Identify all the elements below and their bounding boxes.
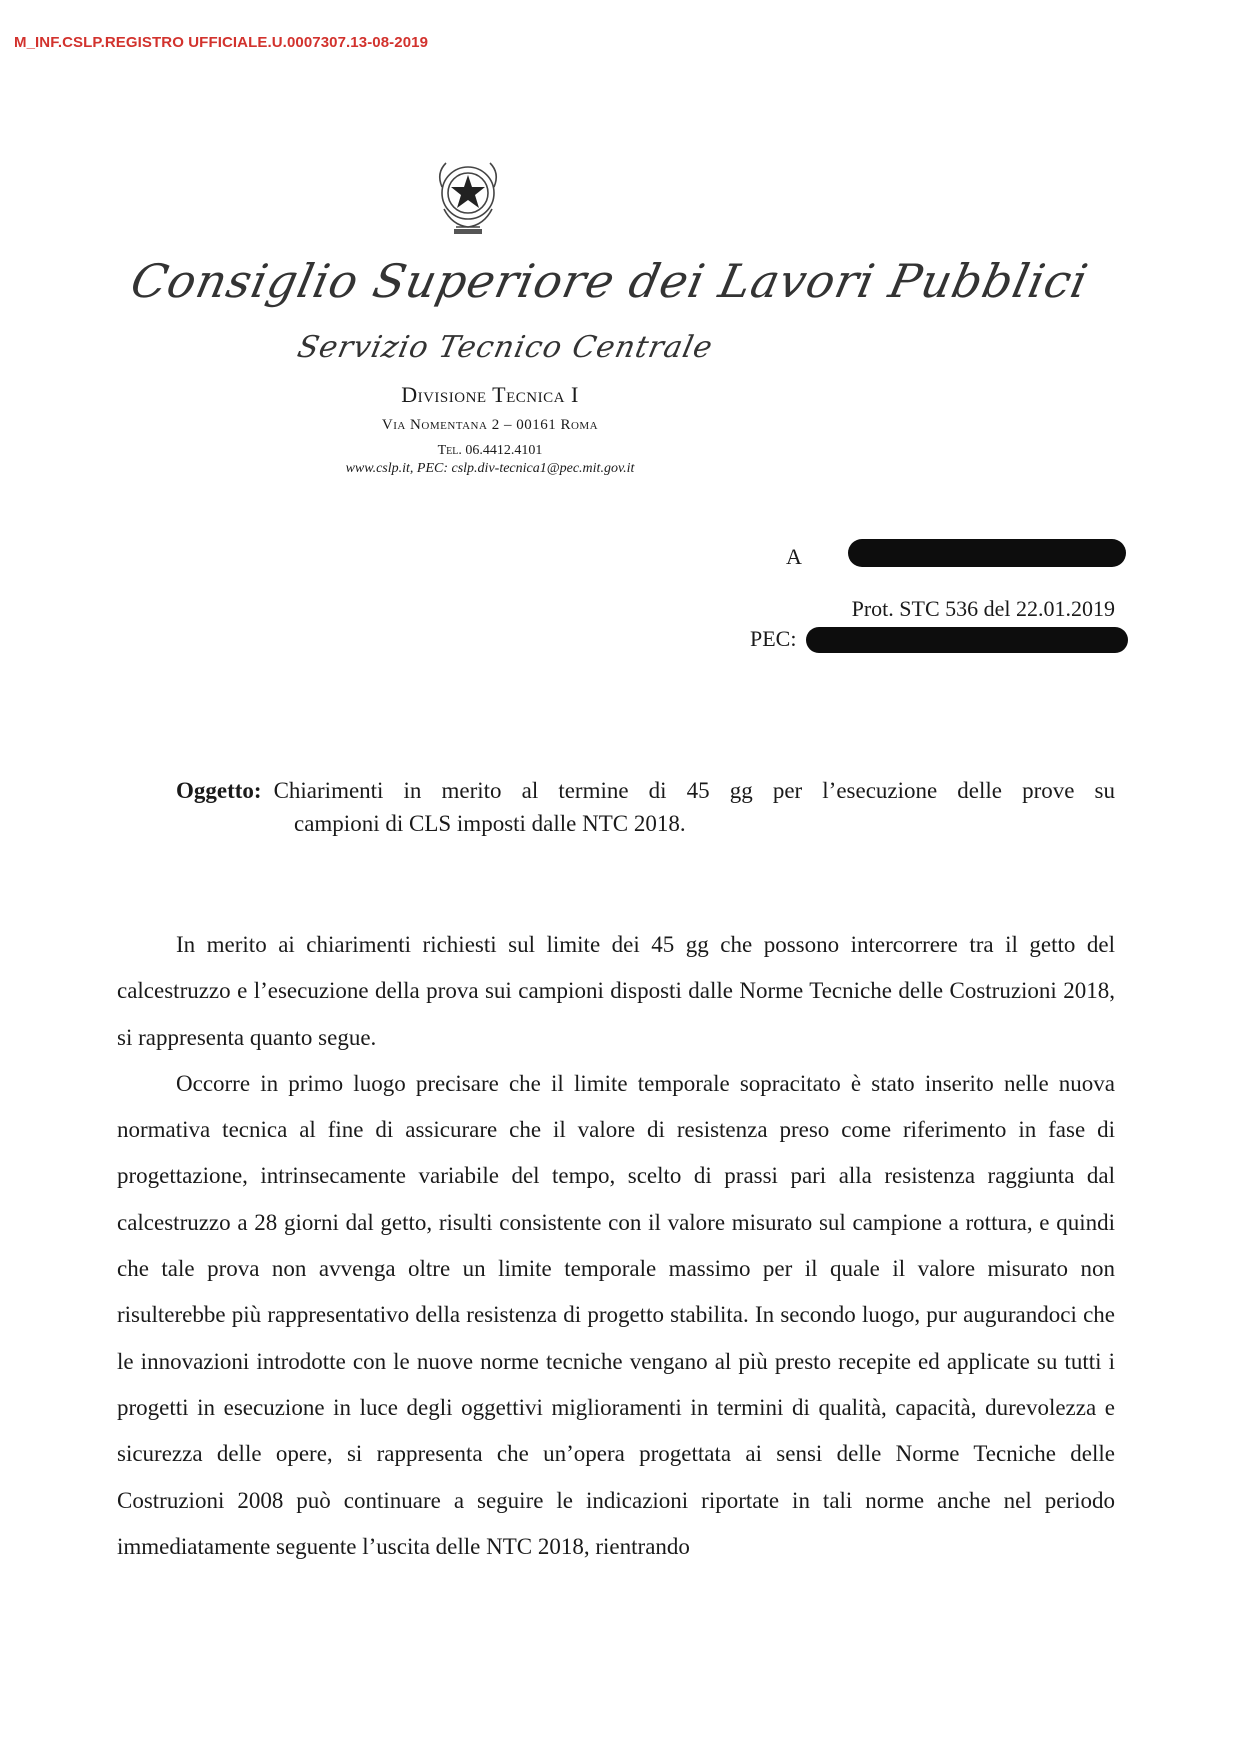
division-name: Divisione Tecnica I [401, 382, 579, 407]
letter-body [117, 922, 1115, 1570]
web-pec: www.cslp.it, PEC: cslp.div-tecnica1@pec.mit.gov.it [345, 461, 635, 476]
subject-line-2: campioni di CLS imposti dalle NTC 2018. [294, 811, 686, 836]
protocol-reference: Prot. STC 536 del 22.01.2019 [851, 596, 1115, 621]
body-paragraph-2: Occorre in primo luogo precisare che il limite temporale sopracitato è stato inserito nelle nuova normativa tecnica al fine di assicurare che il valore di resistenza preso come riferimento in fase di progettazione, intrinsecamente variabile del tempo, scelto di prassi pari alla resistenza raggiunta dal calcestruzzo a 28 giorni dal getto, risulti consistente con il valore misurato sul campione a rottura, e quindi che tale prova non avvenga oltre un limite temporale massimo per il quale il valore misurato non risulterebbe più rappresentativo della resistenza di progetto stabilita. In secondo luogo, pur augurandoci che le innovazioni introdotte con le nuove norme tecniche vengano al più presto recepite ed applicate su tutti i progetti in esecuzione in luce degli oggettivi miglioramenti in termini di qualità, capacità, durevolezza e sicurezza delle opere, si rappresenta che un’opera progettata ai sensi delle Norme Tecniche delle Costruzioni 2008 può continuare a seguire le indicazioni riportate in tali norme anche nel periodo immediatamente seguente l’uscita delle NTC 2018, rientrando [117, 1070, 1115, 1559]
redaction-pec [806, 627, 1128, 653]
institution-name: Consiglio Superiore dei Lavori Pubblici [126, 254, 1094, 308]
address: Via Nomentana 2 – 00161 Roma [381, 417, 599, 433]
service-name: Servizio Tecnico Centrale [294, 330, 717, 365]
subject-line-1: Chiarimenti in merito al termine di 45 gg per l’esecuzione delle prove su [273, 778, 1115, 803]
pec-label: PEC: [750, 626, 797, 651]
republic-emblem-icon [432, 153, 504, 237]
body-paragraph-1: In merito ai chiarimenti richiesti sul limite dei 45 gg che possono intercorrere tra il getto del calcestruzzo e l’esecuzione della prova sui campioni disposti dalle Norme Tecniche delle Costruzioni 2018, si rappresenta quanto segue. [117, 932, 1115, 1050]
redaction-recipient [848, 539, 1126, 567]
subject-label: Oggetto: [176, 778, 262, 803]
phone: Tel. 06.4412.4101 [437, 443, 543, 458]
protocol-stamp: M_INF.CSLP.REGISTRO UFFICIALE.U.0007307.13-08-2019 [14, 34, 429, 51]
recipient-label: A [786, 544, 802, 569]
subject-block [176, 774, 1115, 840]
